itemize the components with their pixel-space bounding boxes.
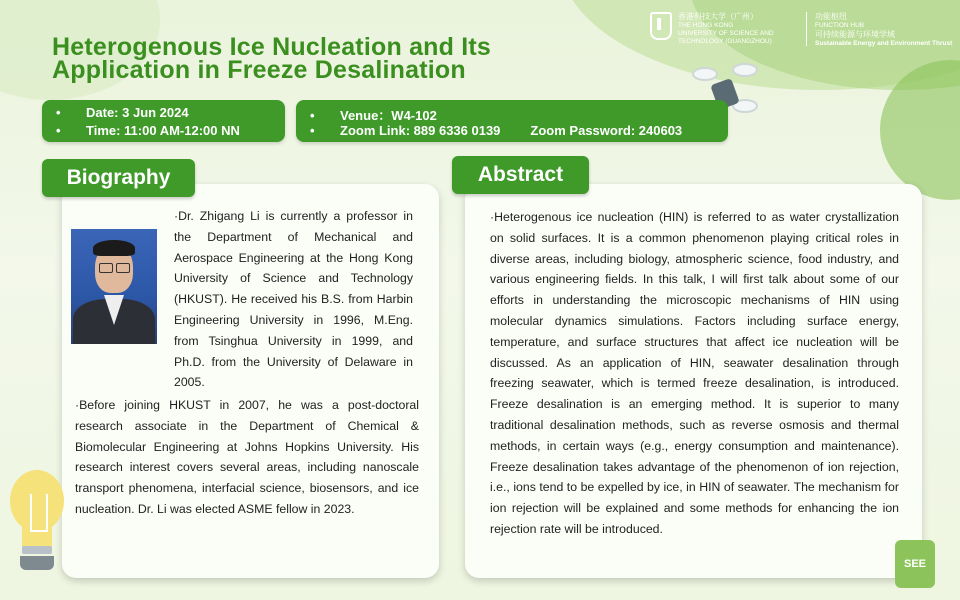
- speaker-photo: [71, 229, 157, 344]
- university-name: 香港科技大学（广州） THE HONG KONG UNIVERSITY OF SCIENCE AND TECHNOLOGY (GUANGZHOU): [678, 12, 774, 45]
- venue-zoom-box: [296, 100, 728, 142]
- time-line: • Time: 11:00 AM-12:00 NN: [56, 123, 240, 138]
- venue-line: • Venue：W4-102: [310, 108, 437, 123]
- thrust-logo-icon: SEE: [895, 540, 935, 588]
- abstract-heading: Abstract: [452, 156, 589, 194]
- zoom-link[interactable]: Zoom Link: 889 6336 0139: [340, 123, 501, 138]
- biography-paragraph-1: ·Dr. Zhigang Li is currently a professor in the Department of Mechanical and Aerospace Engineering at the Hong Kong University of Science and Technology (HKUST). He received his B.S. from Harbin Engineering University in 1996, M.Eng. from Tsinghua University in 1999, and Ph.D. from the University of Delaware in 2005.: [174, 209, 413, 390]
- logo-divider: [806, 12, 807, 46]
- biography-heading: Biography: [42, 159, 195, 197]
- page-title: Heterogenous Ice Nucleation and Its Application in Freeze Desalination: [52, 33, 492, 84]
- lightbulb-icon: [6, 470, 70, 590]
- date-time-box: [42, 100, 285, 142]
- header-logo: [650, 12, 955, 52]
- abstract-text: ·Heterogenous ice nucleation (HIN) is referred to as water crystallization on solid surfaces. It is a common phenomenon playing critical roles in diverse areas, including biology, atmospheric science, food industry, and various engineering fields. In this talk, I will first talk about some of our efforts in understanding the microscopic mechanisms of HIN using molecular dynamics simulations. Factors including surface energy, temperature, and surface structures that affect ice nucleation will be discussed. As an application of HIN, seawater desalination through freezing seawater, which is termed freeze desalination, is introduced. Freeze desalination is an emerging method. It is superior to many traditional desalination methods, such as reverse osmosis and thermal methods, in certain ways (e.g., energy consumption and maintenance). Freeze desalination takes advantage of the phenomenon of ion rejection, i.e., ions tend to be expelled by ice, in HIN of seawater. The mechanism for ion rejection will be explained and some methods for enhancing the ion rejection rate will be introduced.: [490, 210, 899, 536]
- biography-paragraph-2: ·Before joining HKUST in 2007, he was a post-doctoral research associate in the Department of Chemical & Biomolecular Engineering at Johns Hopkins University. His research interest covers several areas, including nanoscale transport phenomena, interfacial science, biosensors, and ice nucleation. Dr. Li was elected ASME fellow in 2023.: [75, 398, 419, 516]
- zoom-password: Zoom Password: 240603: [530, 123, 683, 138]
- function-hub-name: 功能枢纽 FUNCTION HUB 可持续能源与环境学域 Sustainable Energy and Environment Thrust: [815, 12, 953, 47]
- date-line: • Date: 3 Jun 2024: [56, 105, 189, 120]
- zoom-line: • Zoom Link: 889 6336 0139 Zoom Password: 240603: [310, 123, 683, 138]
- university-crest-icon: [650, 12, 672, 40]
